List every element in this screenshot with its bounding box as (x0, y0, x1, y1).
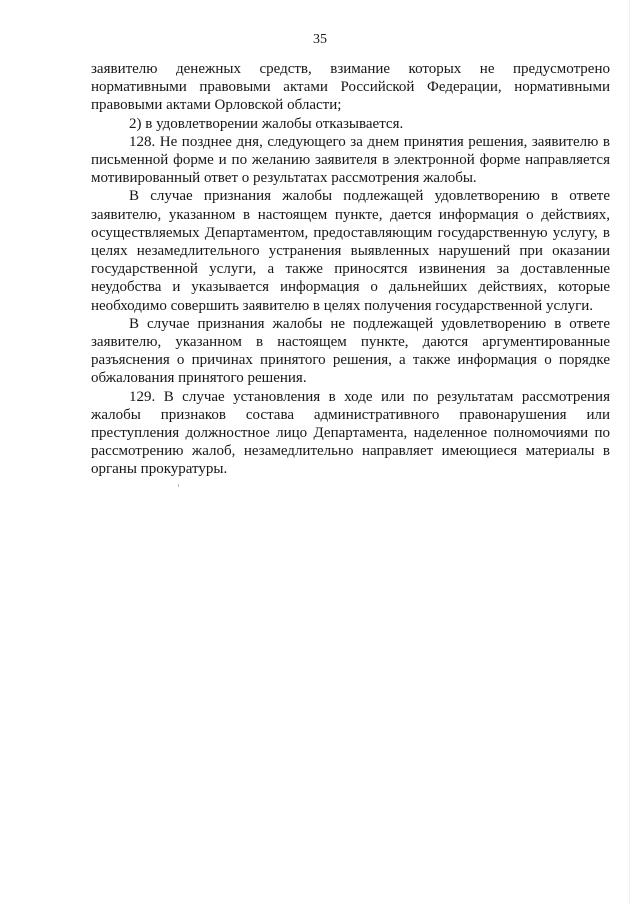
document-text (91, 60, 610, 479)
scan-edge (629, 0, 630, 905)
page-number: 35 (313, 32, 327, 47)
paragraph-continuation: заявителю денежных средств, взимание которых не предусмотрено нормативными правовыми актами Российской Федерации, нормативными правовыми актами Орловской области; (91, 61, 610, 114)
scan-speck (178, 484, 179, 487)
paragraph-128: 128. Не позднее дня, следующего за днем принятия решения, заявителю в письменной форме и по желанию заявителя в электронной форме направляется мотивированный ответ о результатах рассмотрения жалобы. (91, 133, 610, 187)
paragraph-refusal-item: 2) в удовлетворении жалобы отказывается. (129, 115, 404, 132)
paragraph-complaint-upheld: В случае признания жалобы подлежащей удовлетворению в ответе заявителю, указанном в настоящем пункте, дается информация о действиях, осуществляемых Департаментом, предоставляющим государственную услугу, в целях незамедлительного устранения выявленных нарушений при оказании государственной услуги, а также приносятся извинения за доставленные неудобства и указывается информация о дальнейших действиях, которые необходимо совершить заявителю в целях получения государственной услуги. (91, 188, 610, 314)
paragraph-complaint-rejected: В случае признания жалобы не подлежащей удовлетворению в ответе заявителю, указанном в настоящем пункте, даются аргументированные разъяснения о причинах принятого решения, а также информация о порядке обжалования принятого решения. (91, 315, 610, 387)
paragraph-129: 129. В случае установления в ходе или по результатам рассмотрения жалобы признаков состава административного правонарушения или преступления должностное лицо Департамента, наделенное полномочиями по рассмотрению жалоб, незамедлительно направляет имеющиеся материалы в органы прокуратуры. (91, 388, 610, 478)
